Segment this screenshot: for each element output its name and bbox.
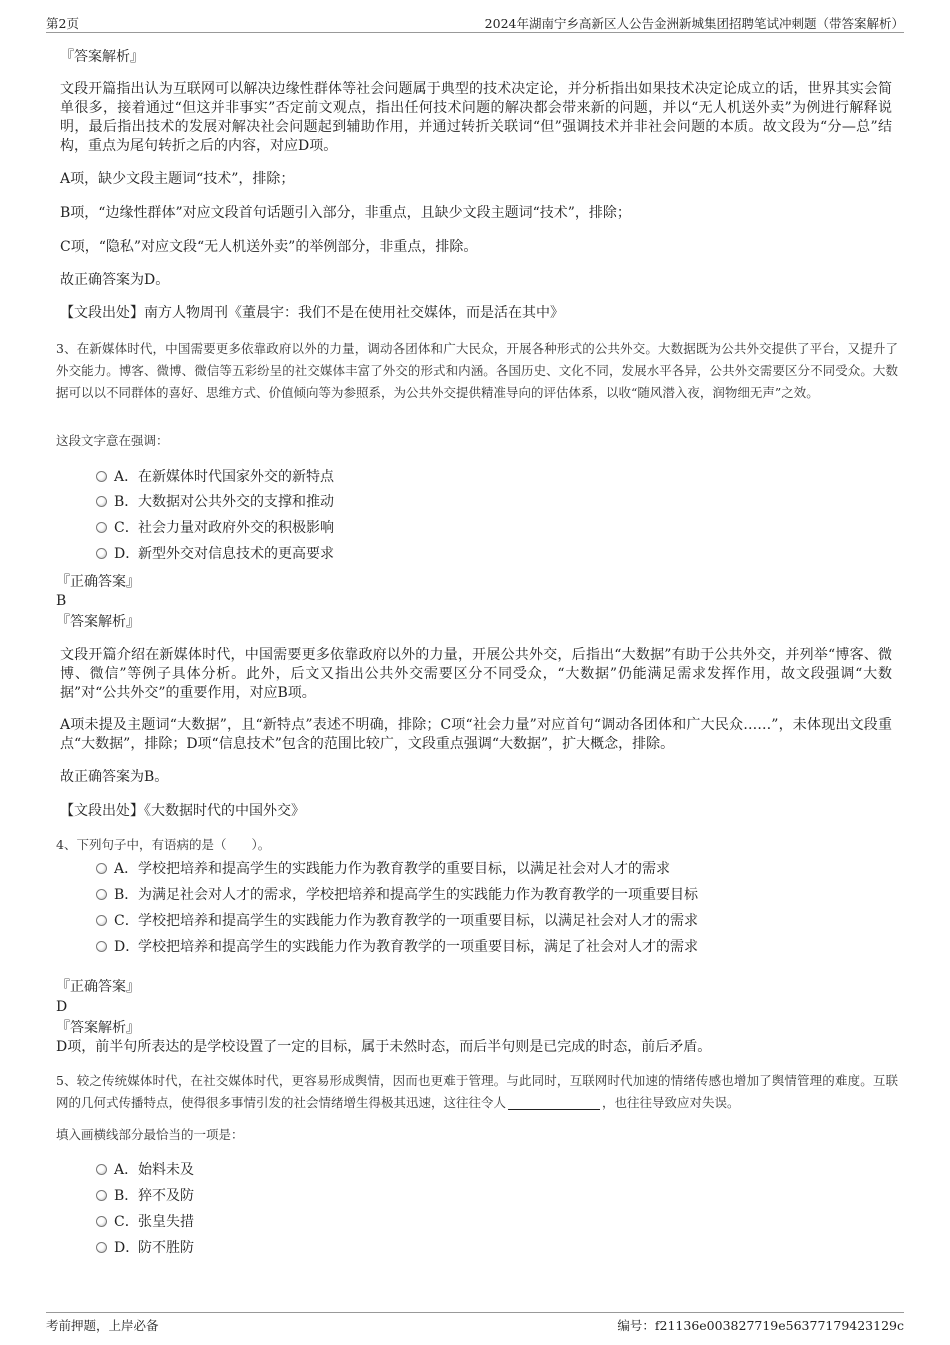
option-letter: C． — [114, 520, 139, 536]
option-text: 防不胜防 — [138, 1240, 194, 1256]
q2-option-a-note: A项，缺少文段主题词“技术”，排除； — [60, 171, 295, 187]
option-letter: D． — [114, 1240, 140, 1256]
q3-conclusion: 故正确答案为B。 — [60, 769, 169, 785]
radio-icon[interactable] — [96, 889, 107, 900]
radio-icon[interactable] — [96, 522, 107, 533]
option-text: 学校把培养和提高学生的实践能力作为教育教学的一项重要目标，以满足社会对人才的需求 — [138, 913, 698, 929]
option-text: 学校把培养和提高学生的实践能力作为教育教学的重要目标，以满足社会对人才的需求 — [138, 861, 670, 877]
option-text: 始料未及 — [138, 1162, 194, 1178]
fill-in-blank — [508, 1095, 600, 1110]
footer-slogan: 考前押题，上岸必备 — [46, 1318, 159, 1333]
q4-option-a[interactable] — [96, 860, 670, 878]
q4-option-b[interactable] — [96, 886, 698, 904]
option-letter: B． — [114, 494, 139, 510]
q4-answer-label: 『正确答案』 — [56, 979, 140, 995]
q5-option-c[interactable] — [96, 1213, 194, 1231]
document-code: 编号：f21136e003827719e56377179423129c — [617, 1318, 904, 1333]
page-footer — [46, 1312, 904, 1333]
option-letter: C． — [114, 913, 139, 929]
q5-stem-part-2: ，也往往导致应对失误。 — [602, 1095, 740, 1110]
radio-icon[interactable] — [96, 1190, 107, 1201]
option-text: 为满足社会对人才的需求，学校把培养和提高学生的实践能力作为教育教学的一项重要目标 — [138, 887, 698, 903]
q2-conclusion: 故正确答案为D。 — [60, 272, 170, 288]
option-text: 学校把培养和提高学生的实践能力作为教育教学的一项重要目标，满足了社会对人才的需求 — [138, 939, 698, 955]
radio-icon[interactable] — [96, 1242, 107, 1253]
option-letter: D． — [114, 939, 140, 955]
q5-option-d[interactable] — [96, 1239, 194, 1257]
option-text: 在新媒体时代国家外交的新特点 — [138, 469, 334, 485]
q4-stem: 4、下列句子中，有语病的是（ ）。 — [56, 837, 271, 852]
q4-option-d[interactable] — [96, 938, 698, 956]
q4-option-c[interactable] — [96, 912, 698, 930]
option-letter: A． — [114, 469, 139, 485]
q5-option-b[interactable] — [96, 1187, 194, 1205]
q3-option-a[interactable] — [96, 468, 334, 486]
q3-analysis: 文段开篇介绍在新媒体时代，中国需要更多依靠政府以外的力量，开展公共外交，后指出“大数据”有助于公共外交，并列举“博客、微博、微信”等例子具体分析。此外，后文又指出公共外交需要区分不同受众，“大数据”仍能满足需求发挥作用，故文段强调“大数据”对“公共外交”的重要作用，对应B项。 — [60, 647, 892, 701]
q2-source: 【文段出处】南方人物周刊《董晨宇：我们不是在使用社交媒体，而是活在其中》 — [60, 305, 564, 321]
option-text: 社会力量对政府外交的积极影响 — [138, 520, 334, 536]
option-text: 新型外交对信息技术的更高要求 — [138, 546, 334, 562]
q2-option-c-note: C项，“隐私”对应文段“无人机送外卖”的举例部分，非重点，排除。 — [60, 239, 478, 255]
q4-answer: D — [56, 999, 68, 1015]
q4-analysis: D项，前半句所表达的是学校设置了一定的目标，属于未然时态，而后半句则是已完成的时态，前后矛盾。 — [56, 1039, 712, 1055]
option-letter: B． — [114, 887, 139, 903]
q3-analysis-label: 『答案解析』 — [56, 614, 140, 630]
q5-stem — [56, 1070, 898, 1114]
q5-stem-part-1: 5、较之传统媒体时代，在社交媒体时代，更容易形成舆情，因而也更难于管理。与此同时，互联网时代加速的情绪传感也增加了舆情管理的难度。互联网的几何式传播特点，使得很多事情引发的社会情绪增生得极其迅速，这往往令人 — [56, 1073, 898, 1110]
q5-prompt: 填入画横线部分最恰当的一项是： — [56, 1127, 244, 1142]
option-letter: C． — [114, 1214, 139, 1230]
option-text: 大数据对公共外交的支撑和推动 — [138, 494, 334, 510]
radio-icon[interactable] — [96, 1216, 107, 1227]
radio-icon[interactable] — [96, 1164, 107, 1175]
q5-option-a[interactable] — [96, 1161, 194, 1179]
q3-answer: B — [56, 593, 67, 609]
q2-option-b-note: B项，“边缘性群体”对应文段首句话题引入部分，非重点，且缺少文段主题词“技术”，排除； — [60, 205, 631, 221]
radio-icon[interactable] — [96, 496, 107, 507]
q3-option-c[interactable] — [96, 519, 334, 537]
radio-icon[interactable] — [96, 548, 107, 559]
q3-analysis-options: A项未提及主题词“大数据”，且“新特点”表述不明确，排除；C项“社会力量”对应首句“调动各团体和广大民众……”，未体现出文段重点“大数据”，排除；D项“信息技术”包含的范围比较广，文段重点强调“大数据”，扩大概念，排除。 — [60, 717, 892, 752]
radio-icon[interactable] — [96, 471, 107, 482]
q2-analysis: 文段开篇指出认为互联网可以解决边缘性群体等社会问题属于典型的技术决定论，并分析指出如果技术决定论成立的话，世界其实会简单很多，接着通过“但这并非事实”否定前文观点，指出任何技术问题的解决都会带来新的问题，并以“无人机送外卖”为例进行解释说明，最后指出技术的发展对解决社会问题起到辅助作用，并通过转折关联词“但”强调技术并非社会问题的本质。故文段为“分—总”结构，重点为尾句转折之后的内容，对应D项。 — [60, 81, 892, 154]
option-letter: A． — [114, 1162, 139, 1178]
document-title: 2024年湖南宁乡高新区人公告金洲新城集团招聘笔试冲刺题（带答案解析） — [484, 16, 904, 31]
q3-source: 【文段出处】《大数据时代的中国外交》 — [60, 803, 305, 819]
radio-icon[interactable] — [96, 863, 107, 874]
q3-stem: 3、在新媒体时代，中国需要更多依靠政府以外的力量，调动各团体和广大民众，开展各种形式的公共外交。大数据既为公共外交提供了平台，又提升了外交能力。博客、微博、微信等五彩纷呈的社交媒体丰富了外交的形式和内涵。各国历史、文化不同，发展水平各异，公共外交需要区分不同受众。大数据可以以不同群体的喜好、思维方式、价值倾向等为参照系，为公共外交提供精准导向的评估体系，以收“随风潜入夜，润物细无声”之效。 — [56, 341, 898, 400]
page-header — [46, 14, 904, 33]
option-letter: A． — [114, 861, 139, 877]
page-number: 第2页 — [46, 16, 79, 31]
radio-icon[interactable] — [96, 941, 107, 952]
q2-analysis-label: 『答案解析』 — [60, 49, 144, 65]
option-text: 猝不及防 — [138, 1188, 194, 1204]
option-text: 张皇失措 — [138, 1214, 194, 1230]
q3-prompt: 这段文字意在强调： — [56, 433, 169, 448]
q3-answer-label: 『正确答案』 — [56, 574, 140, 590]
option-letter: B． — [114, 1188, 139, 1204]
option-letter: D． — [114, 546, 140, 562]
q3-option-b[interactable] — [96, 493, 334, 511]
q3-option-d[interactable] — [96, 545, 334, 563]
radio-icon[interactable] — [96, 915, 107, 926]
q4-analysis-label: 『答案解析』 — [56, 1020, 140, 1036]
